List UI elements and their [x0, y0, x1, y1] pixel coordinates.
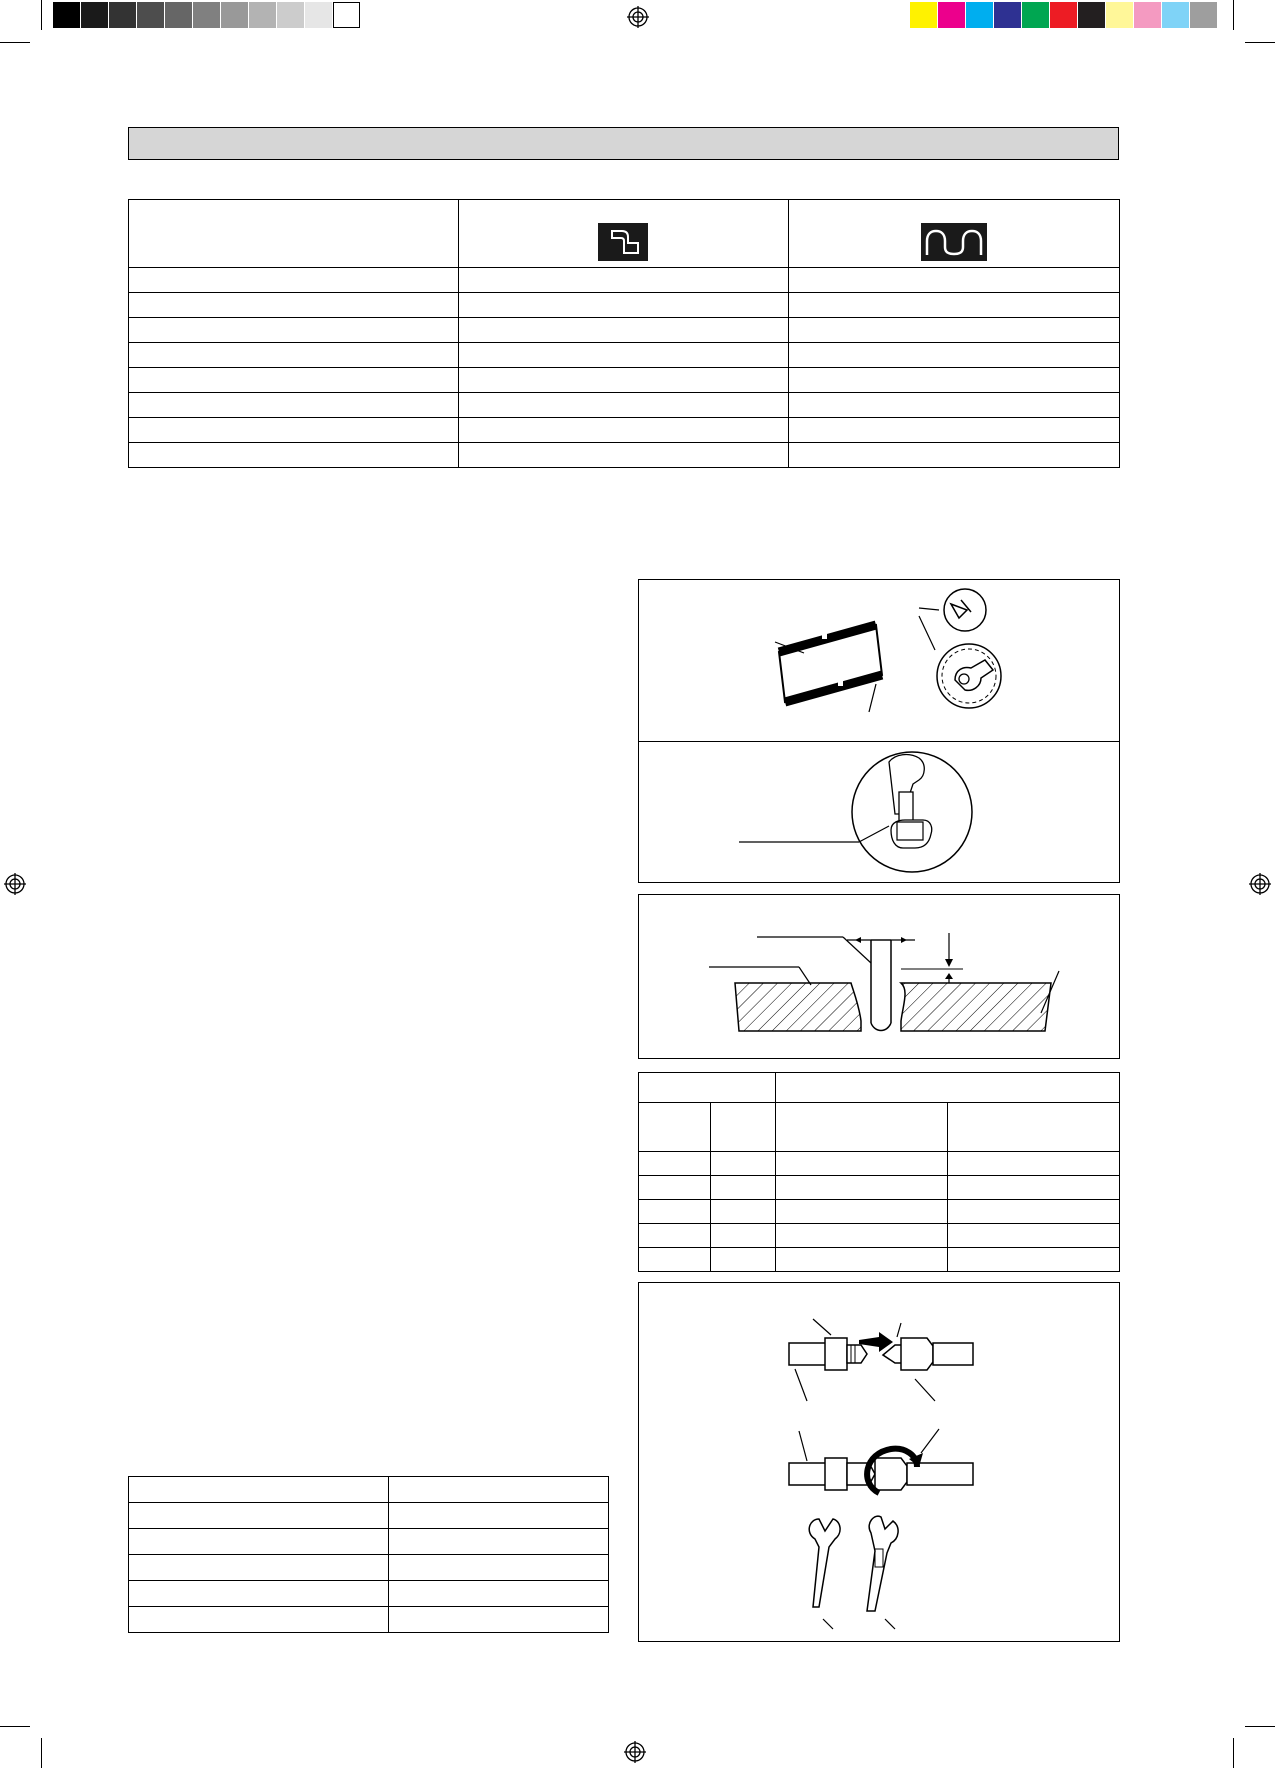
- table-header-cell: [639, 1073, 776, 1103]
- table-header-row: [639, 1073, 1120, 1103]
- table-cell: [789, 343, 1120, 368]
- table-row: [129, 368, 1120, 393]
- color-swatch: [193, 2, 221, 28]
- registration-mark-icon: [627, 6, 649, 28]
- table-cell: [129, 1581, 389, 1607]
- table-cell: [789, 443, 1120, 468]
- table-row: [129, 1555, 609, 1581]
- table-row: [639, 1152, 1120, 1176]
- table-cell: [775, 1152, 948, 1176]
- color-swatch: [1162, 2, 1190, 28]
- table-row: [639, 1200, 1120, 1224]
- table-cell: [129, 343, 459, 368]
- table-cell: [639, 1152, 711, 1176]
- table-row: [129, 1529, 609, 1555]
- registration-mark-icon: [624, 1741, 646, 1763]
- table-header-cell: [775, 1103, 948, 1152]
- table-cell: [710, 1248, 775, 1272]
- table-cell: [789, 293, 1120, 318]
- color-swatch: [333, 2, 360, 28]
- color-swatch: [249, 2, 277, 28]
- pipe-coil-icon: [921, 223, 987, 264]
- table-cell: [775, 1248, 948, 1272]
- crop-mark: [0, 42, 30, 43]
- table-header-cell: [775, 1073, 1119, 1103]
- color-swatch: [1022, 2, 1050, 28]
- table-cell: [775, 1224, 948, 1248]
- table-cell: [129, 1503, 389, 1529]
- crop-mark: [1233, 0, 1234, 30]
- table-row: [639, 1248, 1120, 1272]
- color-swatch: [1050, 2, 1078, 28]
- section-header-band: [128, 127, 1119, 160]
- table-cell: [948, 1224, 1120, 1248]
- table-cell: [775, 1200, 948, 1224]
- color-patch-bar: [910, 0, 1220, 30]
- table-cell: [789, 393, 1120, 418]
- table-cell: [389, 1529, 609, 1555]
- color-swatch: [221, 2, 249, 28]
- color-swatch: [81, 2, 109, 28]
- torque-table: [128, 1476, 609, 1633]
- table-cell: [129, 318, 459, 343]
- color-swatch: [1134, 2, 1162, 28]
- registration-mark-icon: [4, 873, 26, 895]
- table-cell: [458, 343, 789, 368]
- table-cell: [458, 318, 789, 343]
- crop-mark: [0, 1726, 30, 1727]
- table-cell: [789, 368, 1120, 393]
- flare-dimension-table: [638, 1072, 1120, 1272]
- color-swatch: [277, 2, 305, 28]
- color-swatch: [994, 2, 1022, 28]
- table-header-cell: [948, 1103, 1120, 1152]
- color-swatch: [53, 2, 81, 28]
- deburring-figure: [638, 741, 1120, 883]
- table-row: [639, 1176, 1120, 1200]
- table-cell: [458, 293, 789, 318]
- color-swatch: [137, 2, 165, 28]
- color-swatch: [109, 2, 137, 28]
- table-cell: [948, 1152, 1120, 1176]
- table-cell: [789, 268, 1120, 293]
- table-cell: [458, 368, 789, 393]
- table-cell: [789, 418, 1120, 443]
- pipe-cutting-figure: [638, 579, 1120, 742]
- color-calibration-bar: [53, 0, 368, 30]
- table-cell: [129, 293, 459, 318]
- color-swatch: [966, 2, 994, 28]
- table-cell: [789, 318, 1120, 343]
- table-row: [129, 418, 1120, 443]
- table-row: [129, 1607, 609, 1633]
- table-cell: [710, 1224, 775, 1248]
- table-row: [129, 1503, 609, 1529]
- table-cell: [639, 1224, 711, 1248]
- crop-mark: [1233, 1738, 1234, 1768]
- table-cell: [129, 1555, 389, 1581]
- table-header-cell: [639, 1103, 711, 1152]
- table-row: [129, 393, 1120, 418]
- table-row: [129, 1581, 609, 1607]
- table-cell: [129, 1529, 389, 1555]
- table-row: [129, 318, 1120, 343]
- table-cell: [389, 1581, 609, 1607]
- crop-mark: [41, 1738, 42, 1768]
- table-cell: [129, 443, 459, 468]
- table-cell: [948, 1248, 1120, 1272]
- table-cell: [129, 368, 459, 393]
- table-cell: [389, 1477, 609, 1503]
- crop-mark: [1245, 42, 1275, 43]
- color-swatch: [305, 2, 333, 28]
- crop-mark: [41, 0, 42, 30]
- color-swatch: [1078, 2, 1106, 28]
- table-header-cell: [458, 200, 789, 268]
- table-cell: [458, 268, 789, 293]
- color-swatch: [1106, 2, 1134, 28]
- table-cell: [775, 1176, 948, 1200]
- table-row: [129, 1477, 609, 1503]
- table-cell: [639, 1176, 711, 1200]
- color-swatch: [165, 2, 193, 28]
- table-cell: [710, 1152, 775, 1176]
- table-cell: [458, 393, 789, 418]
- table-cell: [129, 418, 459, 443]
- table-header-cell: [789, 200, 1120, 268]
- table-header-cell: [710, 1103, 775, 1152]
- table-cell: [639, 1200, 711, 1224]
- table-header-row: [639, 1103, 1120, 1152]
- flare-die-figure: [638, 894, 1120, 1059]
- table-cell: [458, 418, 789, 443]
- table-cell: [710, 1176, 775, 1200]
- pipe-spec-table: [128, 199, 1120, 468]
- table-cell: [129, 1477, 389, 1503]
- table-cell: [710, 1200, 775, 1224]
- table-cell: [129, 393, 459, 418]
- table-cell: [389, 1555, 609, 1581]
- flare-connection-figure: [638, 1282, 1120, 1642]
- table-header-cell: [129, 200, 459, 268]
- table-cell: [948, 1176, 1120, 1200]
- table-cell: [389, 1503, 609, 1529]
- table-cell: [458, 443, 789, 468]
- table-cell: [389, 1607, 609, 1633]
- color-swatch: [938, 2, 966, 28]
- table-cell: [639, 1248, 711, 1272]
- table-cell: [129, 268, 459, 293]
- table-row: [129, 343, 1120, 368]
- table-cell: [948, 1200, 1120, 1224]
- table-row: [129, 443, 1120, 468]
- table-header-row: [129, 200, 1120, 268]
- color-swatch: [1190, 2, 1218, 28]
- pipe-bend-icon: [598, 223, 648, 264]
- color-swatch: [910, 2, 938, 28]
- registration-mark-icon: [1249, 873, 1271, 895]
- table-row: [129, 293, 1120, 318]
- table-row: [639, 1224, 1120, 1248]
- crop-mark: [1245, 1726, 1275, 1727]
- table-row: [129, 268, 1120, 293]
- table-cell: [129, 1607, 389, 1633]
